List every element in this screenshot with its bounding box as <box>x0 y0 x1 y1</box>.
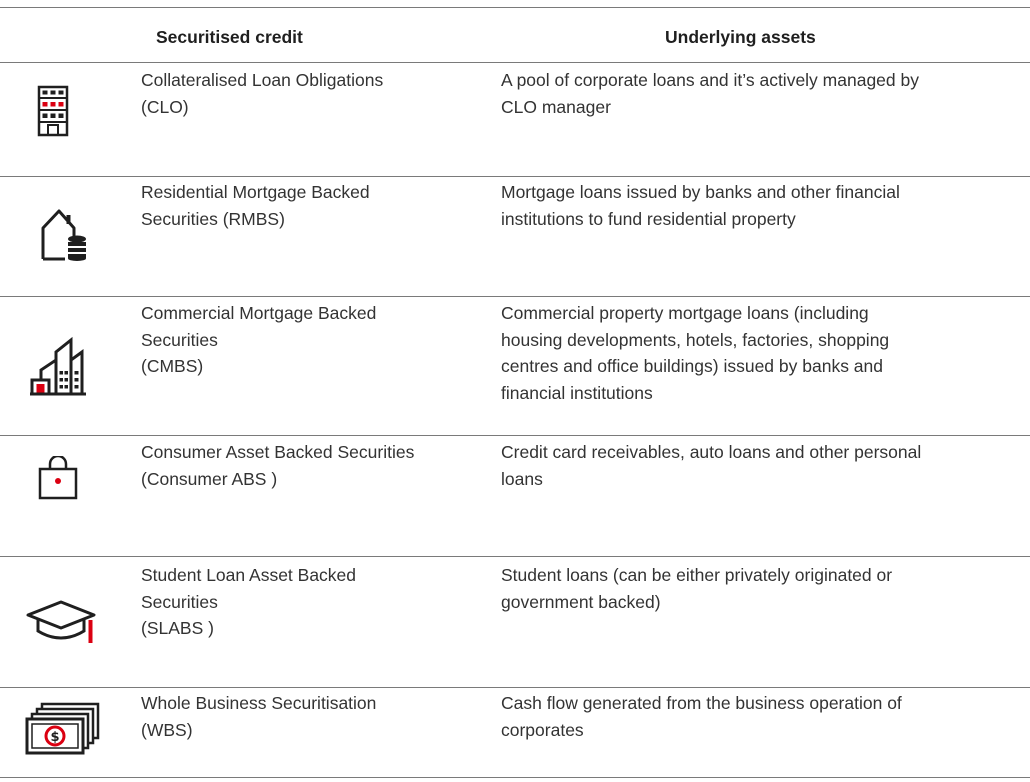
securitised-credit-name: Commercial Mortgage Backed Securities (CMBS) <box>141 303 377 376</box>
row-divider <box>0 176 1030 177</box>
row-divider <box>0 435 1030 436</box>
underlying-assets-text: Credit card receivables, auto loans and other personal loans <box>501 442 922 489</box>
header-securitised-credit: Securitised credit <box>156 27 303 47</box>
securitised-credit-name: Collateralised Loan Obligations (CLO) <box>141 70 384 117</box>
shopping-bag-icon <box>38 456 78 500</box>
graduation-cap-icon <box>24 599 98 645</box>
table-top-rule <box>0 7 1030 8</box>
header-underlying-assets: Underlying assets <box>665 27 816 47</box>
row-divider <box>0 556 1030 557</box>
securitised-credit-name: Whole Business Securitisation (WBS) <box>141 693 377 740</box>
underlying-assets-text: Cash flow generated from the business operation of corporates <box>501 693 902 740</box>
underlying-assets-text: Commercial property mortgage loans (including housing developments, hotels, factories, shopping centres and office buildings) issued by banks and financial institutions <box>501 303 890 403</box>
securitised-credit-name: Student Loan Asset Backed Securities (SLABS ) <box>141 565 357 638</box>
svg-text:$: $ <box>50 730 60 745</box>
securitised-credit-name: Consumer Asset Backed Securities (Consumer ABS ) <box>141 442 415 489</box>
house-with-coins-icon <box>40 205 90 263</box>
header-rule <box>0 62 1030 63</box>
row-divider <box>0 296 1030 297</box>
row-divider <box>0 687 1030 688</box>
commercial-buildings-icon <box>30 334 86 398</box>
office-building-icon <box>37 85 69 137</box>
underlying-assets-text: Mortgage loans issued by banks and other financial institutions to fund residential property <box>501 182 900 229</box>
table-bottom-rule <box>0 777 1030 778</box>
securitised-credit-name: Residential Mortgage Backed Securities (RMBS) <box>141 182 370 229</box>
banknotes-dollar-icon <box>24 702 104 758</box>
underlying-assets-text: A pool of corporate loans and it’s actively managed by CLO manager <box>501 70 919 117</box>
underlying-assets-text: Student loans (can be either privately originated or government backed) <box>501 565 893 612</box>
